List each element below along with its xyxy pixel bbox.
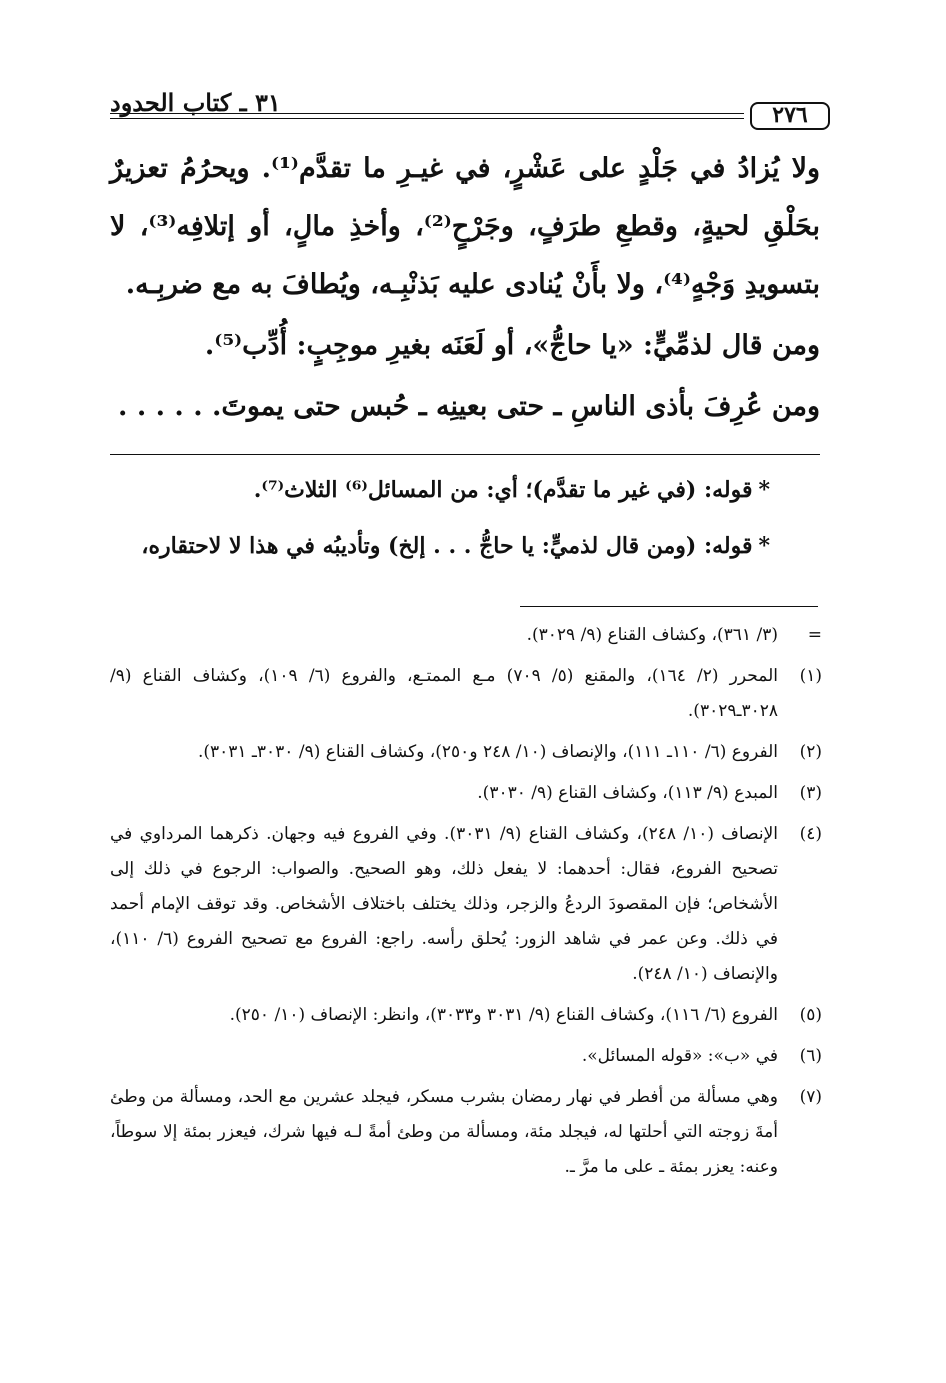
- footnote: [110, 817, 822, 992]
- footnote: [110, 776, 822, 811]
- footnote-number: (٧): [799, 1087, 822, 1107]
- commentary-paragraph: [110, 462, 770, 518]
- footnote: [110, 618, 822, 653]
- matn-paragraph: ولا يُزادُ في جَلْدٍ على عَشْرٍ، في غيـرِ ما تقدَّم⁽¹⁾. ويحرُمُ تعزيرٌ بحَلْقِ لحيةٍ، وقطعِ طرَفٍ، وجَرْحٍ⁽²⁾، وأخذِ مالٍ، أو إتلافِه⁽³⁾، لا بتسويدِ وَجْهٍ⁽⁴⁾، ولا بأَنْ يُنادى عليه بَذنْبِـه، ويُطافَ به مع ضربِـه.: [110, 153, 821, 300]
- footnote-text: الإنصاف (١٠/ ٢٤٨)، وكشاف القناع (٩/ ٣٠٣١). وفي الفروع فيه وجهان. ذكرهما المرداوي في تصحيح الفروع، فقال: أحدهما: لا يفعل ذلك، وهو الصحيح. والصواب: الرجوع في ذلك إلى الأشخاص؛ فإن المقصودَ الردعُ والزجر، وذلك يختلف باختلاف الأشخاص. وقد توقف الإمام أحمد في ذلك. وعن عمر في شاهد الزور: يُحلق رأسه. راجع: الفروع مع تصحيح الفروع (٦/ ١١٠)، والإنصاف (١٠/ ٢٤٨).: [110, 824, 778, 984]
- footnote-text: الفروع (٦/ ١١٦)، وكشاف القناع (٩/ ٣٠٣١ و٣٠٣٣)، وانظر: الإنصاف (١٠/ ٢٥٠).: [229, 1005, 778, 1025]
- footnote-text: في «ب»: «قوله المسائل».: [581, 1046, 778, 1066]
- footnote-number: (٣): [799, 783, 822, 803]
- footnote: [110, 1080, 822, 1185]
- footnote-text: المبدع (٩/ ١١٣)، وكشاف القناع (٩/ ٣٠٣٠).: [477, 783, 778, 803]
- footnote-text: (٣/ ٣٦١)، وكشاف القناع (٩/ ٣٠٢٩).: [526, 625, 778, 645]
- footnote-text: وهي مسألة من أفطر في نهار رمضان بشرب مسكر، فيجلد عشرين مع الحد، ومسألة من وطئ أمةَ زوجته التي أحلتها له، فيجلد مئة، ومسألة من وطئ أمةً لـه فيها شرك، فيعزر بمئة إلا سوطاً، وعنه: يعزر بمئة ـ على ما مرَّ ـ.: [110, 1087, 778, 1177]
- footnotes: [110, 618, 822, 1191]
- footnote-number: (٥): [799, 1005, 822, 1025]
- commentary-paragraph: [110, 518, 770, 574]
- footnote-number: =: [807, 625, 822, 645]
- matn-paragraph: ومن عُرِفَ بأذى الناسِ ـ حتى بعينِه ـ حُبس حتى يموتَ. . . . . .: [118, 391, 820, 422]
- footnote: [110, 735, 822, 770]
- footnote-separator: [520, 606, 818, 607]
- asterisk-marker: *: [758, 533, 770, 559]
- page-header: [110, 82, 830, 132]
- footnote-text: المحرر (٢/ ١٦٤)، والمقنع (٥/ ٧٠٩) مـع الممتـع، والفروع (٦/ ١٠٩)، وكشاف القناع (٩/ ٣٠٢٨ـ٣٠٢٩).: [110, 666, 778, 721]
- footnote: [110, 1039, 822, 1074]
- footnote: [110, 998, 822, 1033]
- footnote-number: (٢): [799, 742, 822, 762]
- footnote: [110, 659, 822, 729]
- header-rule: [110, 118, 744, 119]
- commentary-text: قوله: (في غير ما تقدَّم)؛ أي: من المسائل⁽⁶⁾ الثلاث⁽⁷⁾.: [253, 477, 753, 503]
- header-rule: [110, 113, 744, 114]
- footnote-number: (١): [799, 666, 822, 686]
- commentary-text: قوله: (ومن قال لذميٍّ: يا حاجُّ . . . إلخ) وتأديبُه في هذا لا لاحتقاره،: [141, 533, 753, 559]
- footnote-number: (٤): [799, 824, 822, 844]
- separator-line: [110, 454, 820, 455]
- running-title: ٣١ ـ كتاب الحدود: [110, 88, 281, 117]
- main-text: [110, 140, 820, 436]
- page-number-box: ٢٧٦: [750, 102, 830, 130]
- commentary: [110, 462, 770, 574]
- footnote-number: (٦): [799, 1046, 822, 1066]
- footnote-text: الفروع (٦/ ١١٠ـ ١١١)، والإنصاف (١٠/ ٢٤٨ و٢٥٠)، وكشاف القناع (٩/ ٣٠٣٠ـ ٣٠٣١).: [197, 742, 778, 762]
- asterisk-marker: *: [758, 477, 770, 503]
- matn-paragraph: ومن قال لذمِّيٍّ: «يا حاجُّ»، أو لَعَنَه بغيرِ موجِبٍ: أُدِّب⁽⁵⁾.: [204, 330, 820, 361]
